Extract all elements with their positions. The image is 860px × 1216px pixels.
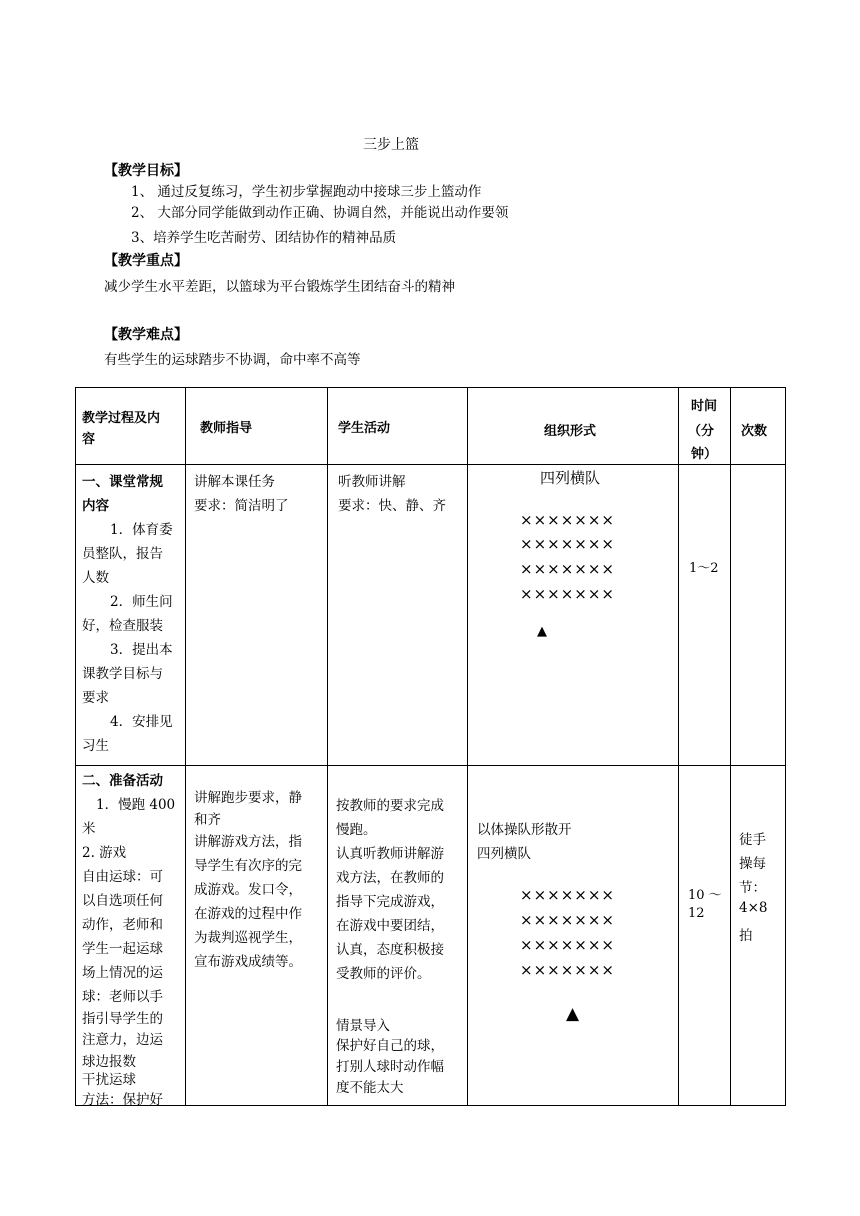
- student-cell: 按教师的要求完成 慢跑。 认真听教师讲解游 戏方法，在教师的 指导下完成游戏， 在游戏中要团结， 认真，态度积极接 受教师的评价。 情景导入 保护好自己的球， 打别人球时动作幅 度不能太大: [328, 766, 468, 1106]
- formation-row: ×××××××: [520, 961, 615, 979]
- process-cell: 二、准备活动 1．慢跑 400 米 2. 游戏 自由运球：可 以自选项任何 动作，老师和 学生一起运球 场上情况的运 球：老师以手 指引导学生的 注意力，边运 球边报数 干扰运球 方法：保护好: [76, 766, 186, 1106]
- objective-item: 3、培养学生吃苦耐劳、团结协作的精神品质: [131, 230, 397, 246]
- formation-title: 四列横队: [540, 469, 601, 487]
- difficulty-text: 有些学生的运球踏步不协调，命中率不高等: [104, 352, 361, 368]
- formation-row: ×××××××: [520, 936, 615, 954]
- student-cell: 听教师讲解 要求：快、静、齐: [328, 465, 468, 766]
- formation-title: 四列横队: [477, 846, 531, 862]
- header-process: 教学过程及内 容: [76, 388, 186, 465]
- header-organization: 组织形式: [468, 388, 679, 465]
- document-title: 三步上篮: [363, 137, 419, 153]
- organization-cell: [468, 465, 679, 766]
- count-cell: 徒手 操每 节： 4×8 拍: [731, 766, 786, 1106]
- key-points-text: 减少学生水平差距，以篮球为平台锻炼学生团结奋斗的精神: [104, 279, 455, 295]
- teacher-position-marker: ▲: [566, 1004, 580, 1024]
- formation-note: 以体操队形散开: [477, 822, 572, 838]
- difficulty-heading: 【教学难点】: [104, 327, 188, 343]
- time-cell: 1～2: [679, 465, 731, 766]
- table-row-routine: [76, 465, 786, 766]
- formation-row: ×××××××: [520, 886, 615, 904]
- header-count: 次数: [731, 388, 786, 465]
- objective-item: 2、 大部分同学能做到动作正确、协调自然，并能说出动作要领: [131, 205, 509, 221]
- formation-row: ×××××××: [520, 511, 615, 529]
- objective-item: 1、 通过反复练习，学生初步掌握跑动中接球三步上篮动作: [131, 184, 482, 200]
- lesson-plan-table: [75, 387, 786, 1106]
- key-points-heading: 【教学重点】: [104, 253, 188, 269]
- header-student: 学生活动: [328, 388, 468, 465]
- table-row-warmup: [76, 766, 786, 1106]
- formation-row: ×××××××: [520, 911, 615, 929]
- objectives-heading: 【教学目标】: [104, 163, 188, 179]
- formation-row: ×××××××: [520, 535, 615, 553]
- teacher-cell: 讲解本课任务 要求：简洁明了: [186, 465, 328, 766]
- organization-cell: [468, 766, 679, 1106]
- formation-row: ×××××××: [520, 560, 615, 578]
- teacher-cell: 讲解跑步要求，静 和齐 讲解游戏方法，指 导学生有次序的完 成游戏。发口令， 在游戏的过程中作 为裁判巡视学生， 宣布游戏成绩等。: [186, 766, 328, 1106]
- teacher-position-marker: ▲: [537, 624, 547, 639]
- header-teacher: 教师指导: [186, 388, 328, 465]
- count-cell: [731, 465, 786, 766]
- process-cell: 一、课堂常规 内容 1．体育委 员整队，报告 人数 2．师生问 好，检查服装 3．提出本 课教学目标与 要求 4．安排见 习生: [76, 465, 186, 766]
- formation-row: ×××××××: [520, 585, 615, 603]
- time-cell: 10 ～ 12: [679, 766, 731, 1106]
- table-header-row: [76, 388, 786, 465]
- header-time: 时间 （分 钟）: [679, 388, 731, 465]
